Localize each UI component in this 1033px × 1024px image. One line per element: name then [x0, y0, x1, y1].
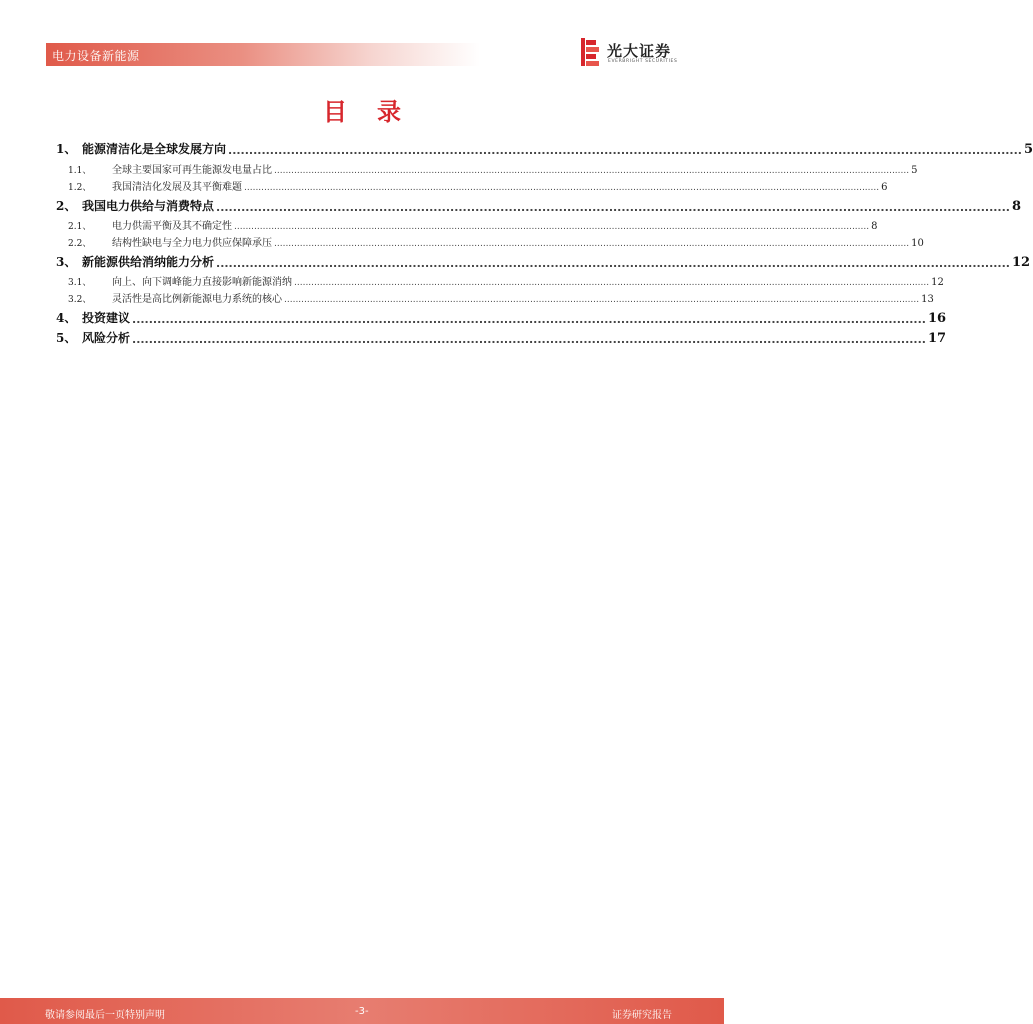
toc-entry-label: 全球主要国家可再生能源发电量占比: [112, 165, 272, 176]
toc-entry-number: 1、: [56, 142, 77, 156]
toc-entry[interactable]: [56, 161, 918, 176]
toc-entry-number: 2、: [56, 199, 77, 213]
toc-leader-dots: ..............................................................................................................................................................................................: [228, 144, 1022, 157]
toc-entry[interactable]: [56, 273, 944, 288]
toc-entry-page: 12: [931, 277, 944, 288]
toc-entry-label: 新能源供给消纳能力分析: [82, 255, 215, 269]
toc-leader-dots: ..............................................................................................................................................................................................: [216, 257, 1010, 270]
header-section-label: 电力设备新能源: [52, 49, 140, 63]
toc-leader-dots: ..............................................................................................................................................................................................................................: [274, 166, 910, 176]
toc-leader-dots: ..............................................................................................................................................................................................: [132, 333, 926, 346]
header-section-band: [46, 43, 480, 66]
toc-entry[interactable]: [56, 234, 924, 249]
toc-entry-number: 4、: [56, 311, 77, 325]
toc-entry-page: 8: [871, 221, 878, 232]
toc-entry-label: 风险分析: [82, 331, 131, 345]
company-logo: [581, 38, 681, 70]
toc-entry-number: 3.1、: [68, 278, 92, 288]
toc-entry-page: 6: [881, 182, 888, 193]
toc-leader-dots: ..............................................................................................................................................................................................................................: [244, 183, 880, 193]
logo-mark-icon: [581, 38, 599, 66]
toc-entry[interactable]: [56, 178, 888, 193]
toc-leader-dots: ..............................................................................................................................................................................................................................: [284, 295, 920, 305]
toc-entry[interactable]: [56, 197, 1022, 214]
footer-bar: [0, 998, 724, 1024]
toc-leader-dots: ..............................................................................................................................................................................................: [132, 313, 926, 326]
toc-entry-page: 16: [927, 311, 947, 326]
footer-disclaimer[interactable]: 敬请参阅最后一页特别声明: [45, 1010, 165, 1021]
toc-entry-number: 2.2、: [68, 239, 92, 249]
toc-entry-page: 17: [927, 331, 947, 346]
toc-entry-label: 我国清洁化发展及其平衡难题: [112, 182, 242, 193]
toc-leader-dots: ..............................................................................................................................................................................................................................: [274, 239, 910, 249]
toc-entry[interactable]: [56, 329, 947, 346]
toc-entry-label: 投资建议: [82, 311, 131, 325]
toc-entry-page: 12: [1011, 255, 1031, 270]
footer-doc-type: 证券研究报告: [612, 1010, 672, 1021]
toc-leader-dots: ..............................................................................................................................................................................................................................: [294, 278, 930, 288]
toc-entry-number: 3.2、: [68, 295, 92, 305]
toc-leader-dots: ..............................................................................................................................................................................................: [216, 201, 1010, 214]
toc-entry-label: 向上、向下调峰能力直接影响新能源消纳: [112, 277, 292, 288]
logo-name-en: EVERBRIGHT SECURITIES: [608, 59, 678, 64]
toc-leader-dots: ..............................................................................................................................................................................................................................: [234, 222, 870, 232]
toc-entry-number: 1.2、: [68, 183, 92, 193]
toc-entry-label: 灵活性是高比例新能源电力系统的核心: [112, 294, 282, 305]
toc-entry-number: 3、: [56, 255, 77, 269]
toc-entry[interactable]: [56, 290, 934, 305]
toc-entry-page: 5: [911, 165, 918, 176]
toc-entry-label: 能源清洁化是全球发展方向: [82, 142, 227, 156]
toc-entry-page: 13: [921, 294, 934, 305]
toc-entry-label: 结构性缺电与全力电力供应保障承压: [112, 238, 272, 249]
toc-entry[interactable]: [56, 217, 878, 232]
toc-entry[interactable]: [56, 309, 947, 326]
footer-page-number: -3-: [355, 1006, 369, 1017]
toc-entry[interactable]: [56, 253, 1031, 270]
toc-entry-label: 电力供需平衡及其不确定性: [112, 221, 232, 232]
toc-entry[interactable]: [56, 140, 1033, 157]
toc-entry-number: 1.1、: [68, 166, 92, 176]
toc-entry-number: 2.1、: [68, 222, 92, 232]
toc-entry-page: 8: [1011, 199, 1022, 214]
toc-entry-number: 5、: [56, 331, 77, 345]
toc-title: 目录: [323, 98, 431, 126]
toc-entry-page: 5: [1023, 142, 1033, 157]
toc-entry-label: 我国电力供给与消费特点: [82, 199, 215, 213]
toc-entry-page: 10: [911, 238, 924, 249]
logo-name-cn: 光大证券: [607, 42, 672, 60]
